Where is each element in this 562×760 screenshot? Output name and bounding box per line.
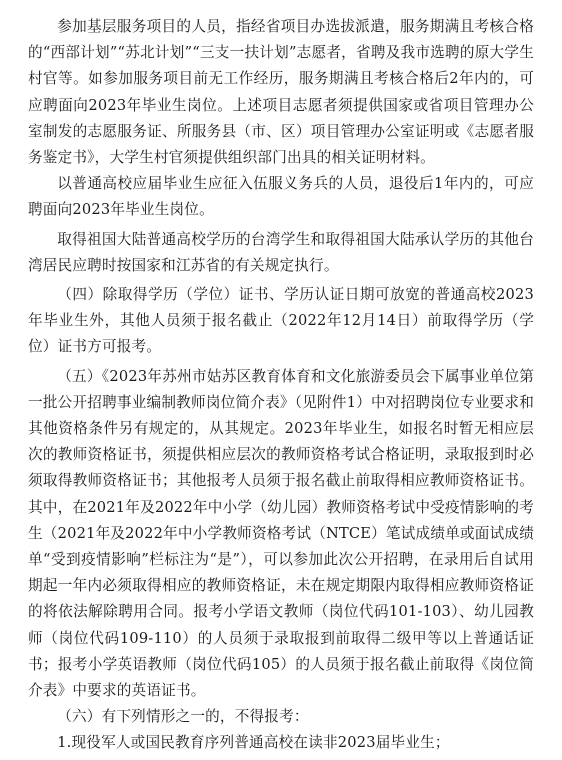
paragraph-section-4: （四）除取得学历（学位）证书、学历认证日期可放宽的普通高校2023年毕业生外，其他人员须于报名截止（2022年12月14日）前取得学历（学位）证书方可报考。 <box>28 286 534 356</box>
paragraph-item-1: 1.现役军人或国民教育序列普通高校在读非2023届毕业生； <box>57 734 450 752</box>
paragraph-grassroots-service: 参加基层服务项目的人员，指经省项目办选拔派遣，服务期满且考核合格的“西部计划”“苏北计划”“三支一扶计划”志愿者，省聘及我市选聘的原大学生村官等。如参加服务项目前无工作经历，服务期满且考核合格后2年内的，可应聘面向2023年毕业生岗位。上述项目志愿者须提供国家或省项目管理办公室制发的志愿服务证、所服务县（市、区）项目管理办公室证明或《志愿者服务鉴定书》，大学生村官须提供组织部门出具的相关证明材料。 <box>28 18 534 167</box>
paragraph-section-6-heading: （六）有下列情形之一的，不得报考： <box>57 708 309 726</box>
paragraph-section-5: （五）《2023年苏州市姑苏区教育体育和文化旅游委员会下属事业单位第一批公开招聘事业编制教师岗位简介表》（见附件1）中对招聘岗位专业要求和其他资格条件另有规定的，从其规定。2023年毕业生，如报名时暂无相应层次的教师资格证书，须提供相应层次的教师资格考试合格证明，录取报到时必须取得教师资格证书；其他报考人员须于报名截止前取得相应教师资格证书。其中，在2021年及2022年中小学（幼儿园）教师资格考试中受疫情影响的考生（2021年及2022年中小学教师资格考试（NTCE）笔试成绩单或面试成绩单“受到疫情影响”栏标注为“是”），可以参加此次公开招聘，在录用后自试用期起一年内必须取得相应的教师资格证，未在规定期限内取得相应教师资格证的将依法解除聘用合同。报考小学语文教师（岗位代码101-103）、幼儿园教师（岗位代码109-110）的人员须于录取报到前取得二级甲等以上普通话证书；报考小学英语教师（岗位代码105）的人员须于报名截止前取得《岗位简介表》中要求的英语证书。 <box>28 367 534 700</box>
paragraph-taiwan-students: 取得祖国大陆普通高校学历的台湾学生和取得祖国大陆承认学历的其他台湾居民应聘时按国家和江苏省的有关规定执行。 <box>28 230 534 274</box>
paragraph-veterans: 以普通高校应届毕业生应征入伍服义务兵的人员，退役后1年内的，可应聘面向2023年毕业生岗位。 <box>28 175 534 219</box>
